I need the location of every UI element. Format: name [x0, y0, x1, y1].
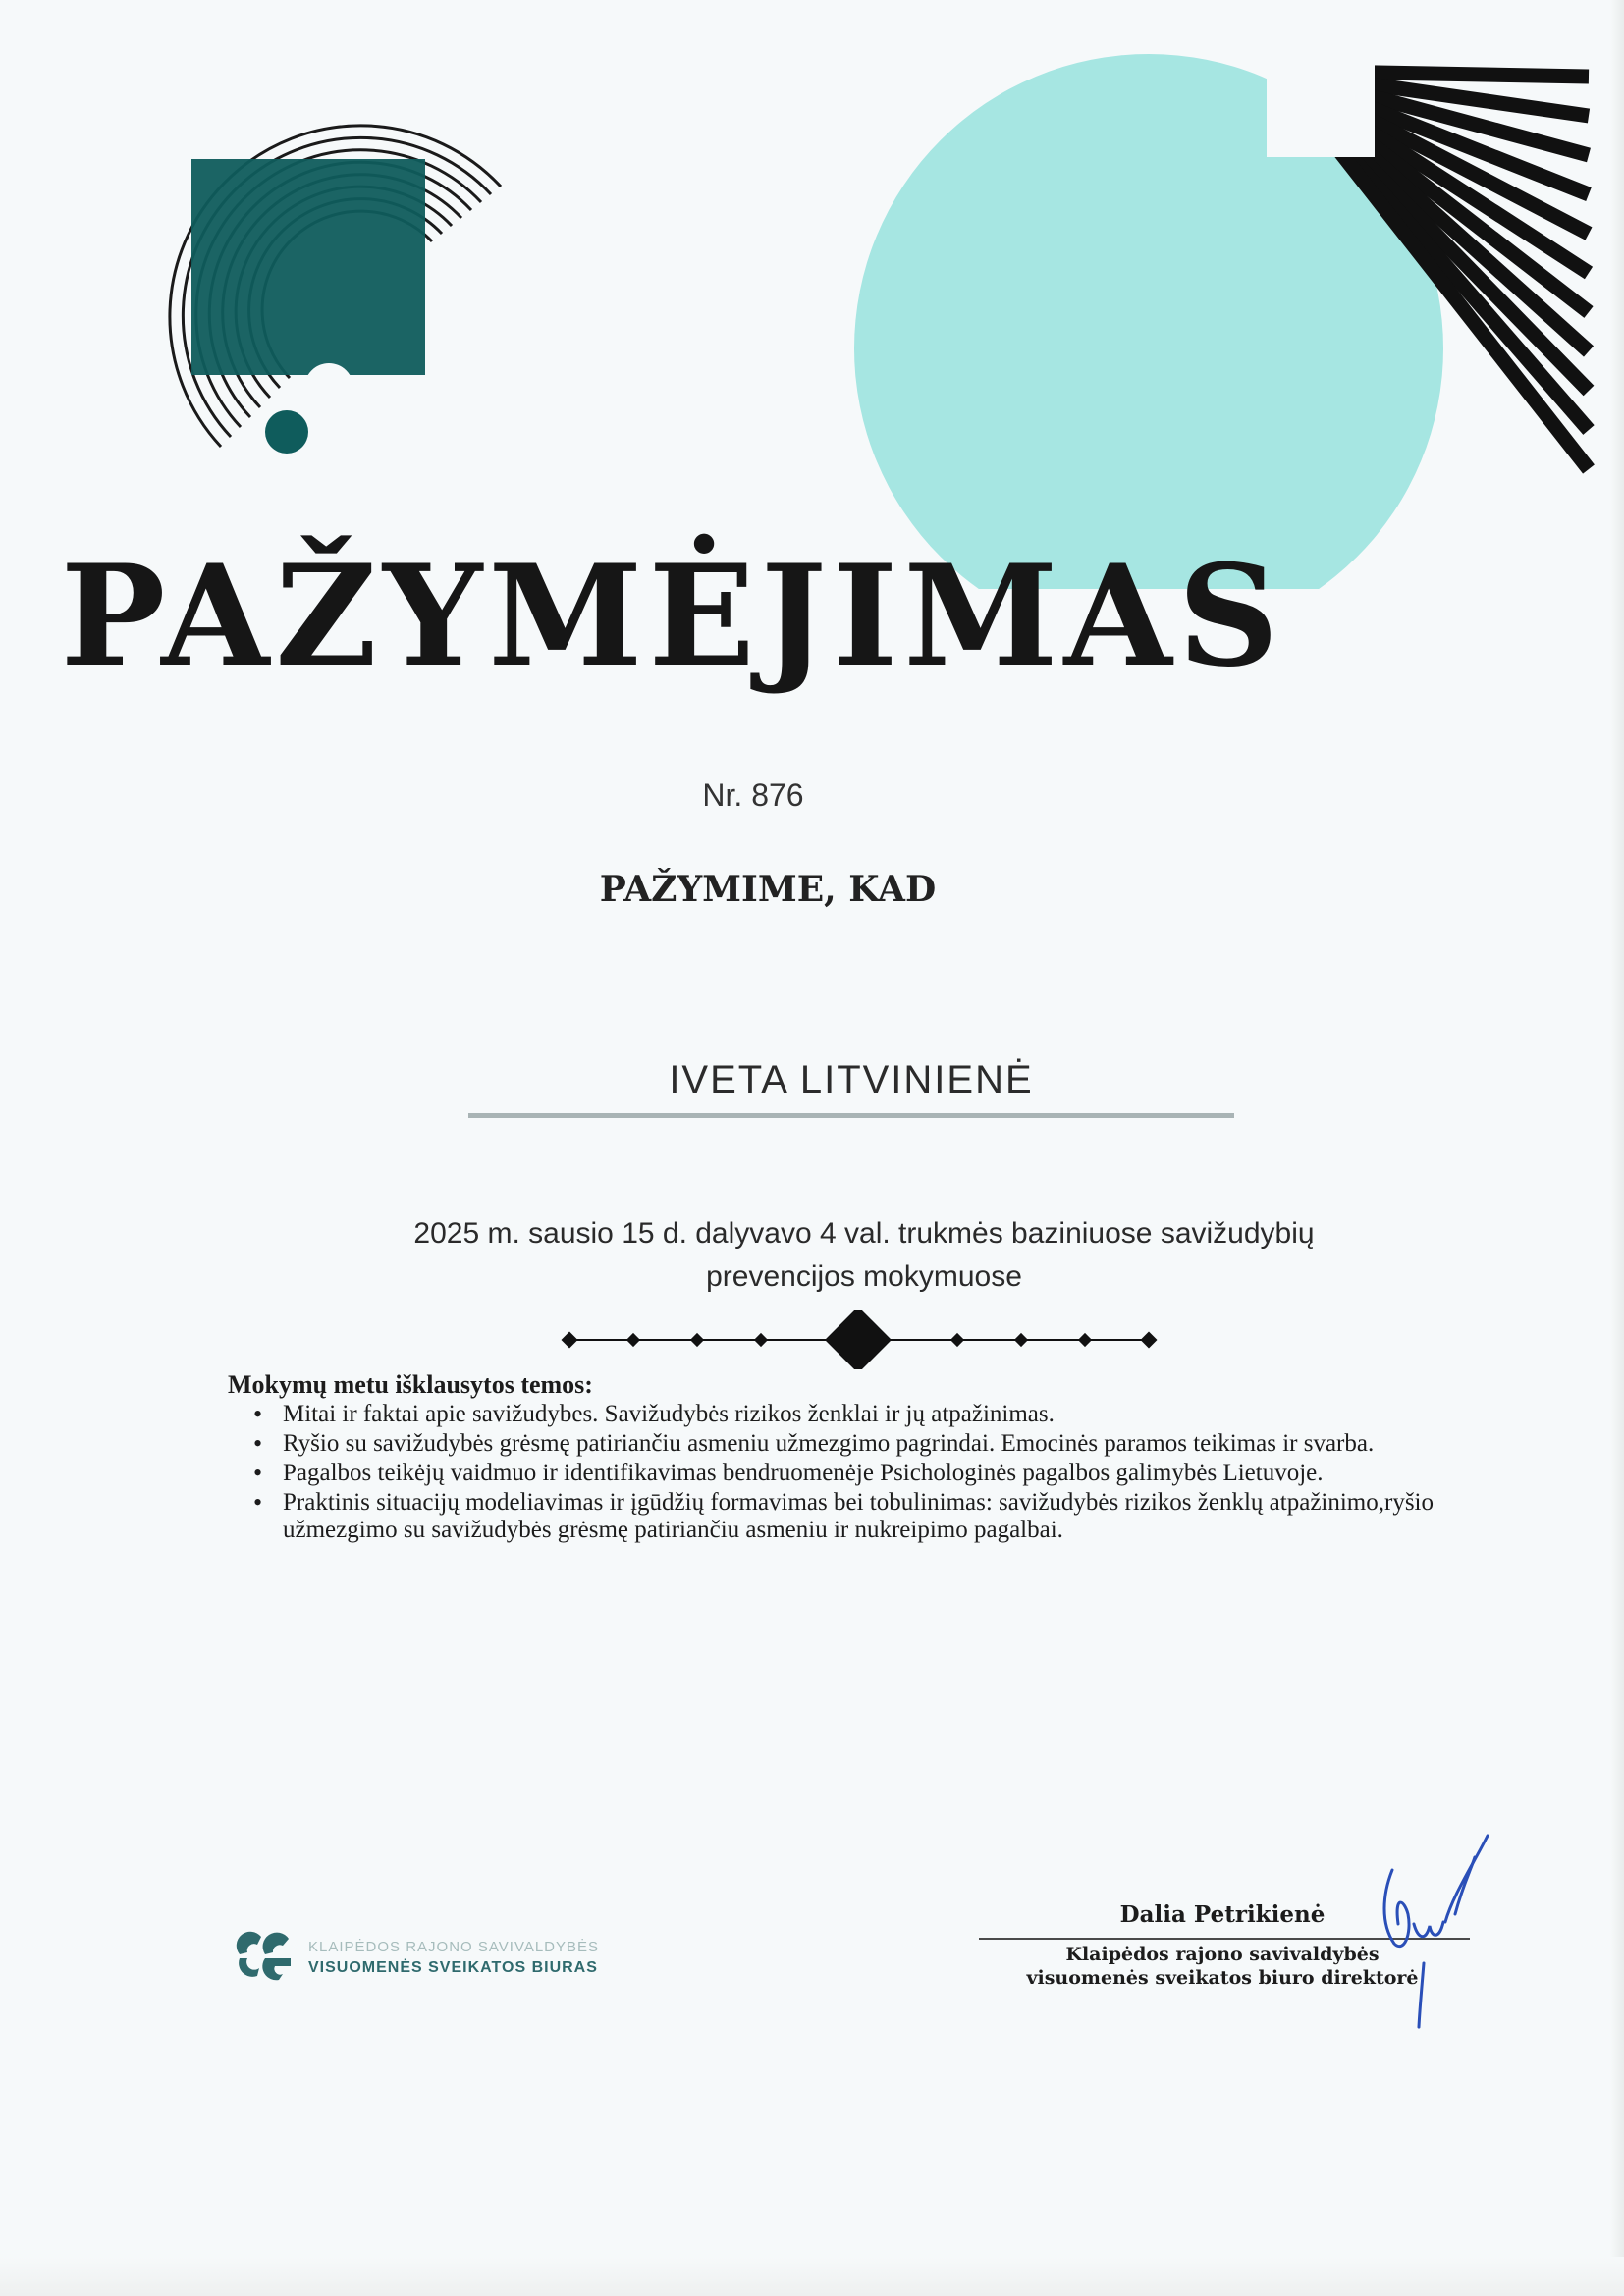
organization-logo: [236, 1929, 707, 1988]
topics-heading: Mokymų metu išklausytos temos:: [228, 1370, 593, 1399]
organization-logo-icon: [236, 1929, 295, 1984]
description-line-1: 2025 m. sausio 15 d. dalyvavo 4 val. trukmės baziniuose savižudybių: [413, 1217, 1315, 1250]
diamond-divider-ornament: [560, 1310, 1159, 1369]
teal-square-decoration: [191, 159, 425, 375]
description-line-2: prevencijos mokymuose: [706, 1260, 1022, 1293]
certificate-subtitle: PAŽYMIME, KAD: [599, 869, 937, 910]
certificate-title: PAŽYMĖJIMAS: [60, 535, 1285, 698]
logo-text-line-1: KLAIPĖDOS RAJONO SAVIVALDYBĖS: [308, 1939, 600, 1955]
signatory-role-line-2: visuomenės sveikatos biuro direktorė: [1026, 1967, 1419, 1989]
signatory-role-line-1: Klaipėdos rajono savivaldybės: [1065, 1944, 1380, 1965]
topic-item: • Praktinis situacijų modeliavimas ir įgūdžių formavimas bei tobulinimas: savižudybės rizikos ženklų atpažinimo,ryšio užmezgimo su savižudybės grėsmę patiriančiu asmeniu ir nukreipimo pagalbai.: [245, 1489, 1445, 1544]
topic-item: • Mitai ir faktai apie savižudybes. Savižudybės rizikos ženklai ir jų atpažinimas.: [245, 1401, 1445, 1428]
recipient-underline: [468, 1113, 1234, 1118]
training-topics: [228, 1371, 1445, 1544]
certificate-number: Nr. 876: [702, 777, 804, 813]
topic-item: • Ryšio su savižudybės grėsmę patiriančiu asmeniu užmezgimo pagrindai. Emocinės paramos teikimas ir svarba.: [245, 1430, 1445, 1458]
handwritten-signature: [1365, 1816, 1502, 2032]
topic-item: • Pagalbos teikėjų vaidmuo ir identifikavimas bendruomenėje Psichologinės pagalbos galimybės Lietuvoje.: [245, 1460, 1445, 1487]
certificate-description: [295, 1212, 1434, 1299]
logo-text-line-2: VISUOMENĖS SVEIKATOS BIURAS: [308, 1959, 598, 1976]
signatory-name: Dalia Petrikienė: [1119, 1901, 1326, 1928]
decorative-header-graphics: [0, 0, 1624, 589]
page-bottom-shadow: [0, 2257, 1624, 2296]
recipient-name: IVETA LITVINIENĖ: [669, 1058, 1034, 1101]
teal-dot-decoration: [265, 410, 308, 454]
topics-list: [228, 1401, 1445, 1544]
